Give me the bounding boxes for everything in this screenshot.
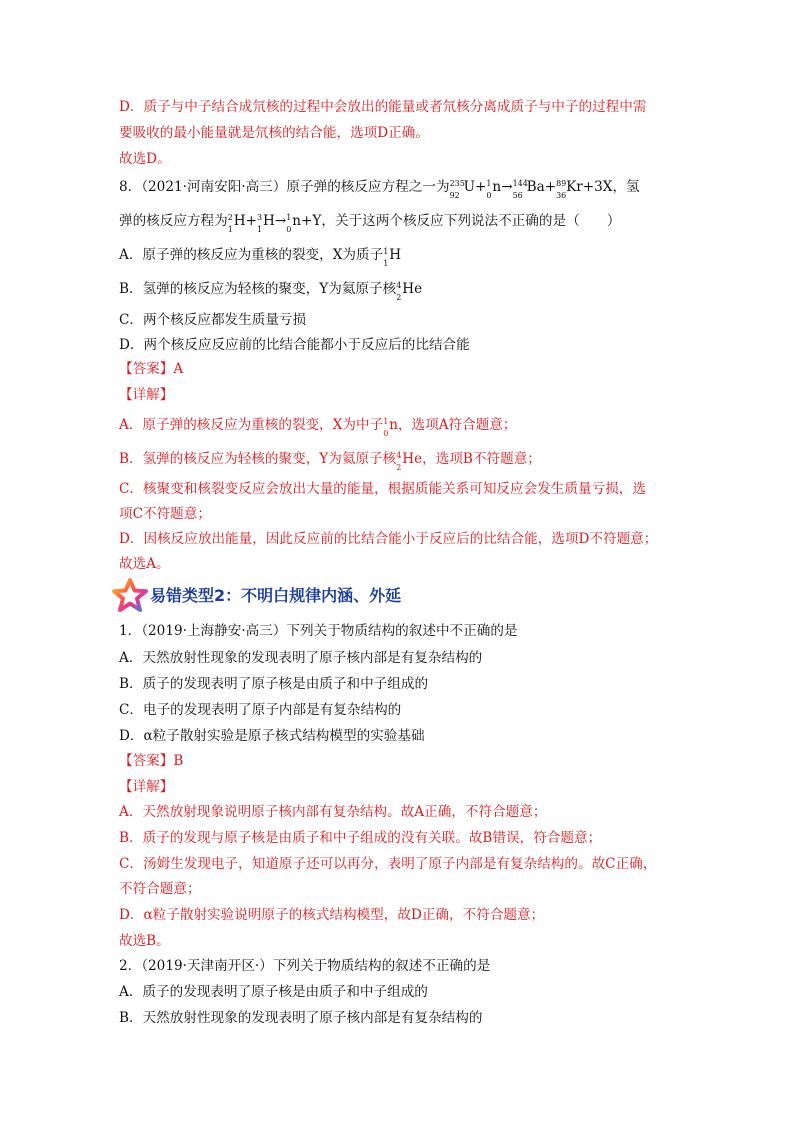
- q8-stem-end: ，氢: [612, 179, 640, 195]
- q8-detail-c-line1: C．核聚变和核裂变反应会放出大量的能量，根据质能关系可知反应会发生质量亏损，选: [119, 481, 646, 497]
- q1-detail-c-line1: C．汤姆生发现电子，知道原子还可以再分，表明了原子内部是有复杂结构的。故C正确，: [119, 856, 657, 872]
- prev-conclusion: 故选D。: [119, 151, 171, 167]
- q8-stem-pre: 8．（2021·河南安阳·高三）原子弹的核反应方程之一为: [119, 179, 450, 195]
- q1-option-a: A．天然放射性现象的发现表明了原子核内部是有复杂结构的: [119, 650, 483, 666]
- q2-stem: 2．（2019·天津南开区·）下列关于物质结构的叙述不正确的是: [119, 958, 491, 974]
- q1-detail-b: B．质子的发现与原子核是由质子和中子组成的没有关联。故B错误，符合题意；: [119, 830, 602, 846]
- q8-fusion-equation: 2 1 H+ 3 1 H→ 1 0 n+Y: [227, 213, 322, 234]
- q8-stem-line1: [119, 178, 640, 200]
- q8-option-a: A．原子弹的核反应为重核的裂变，X为质子 1 1 H: [119, 247, 402, 268]
- prev-detail-d-line2: 要吸收的最小能量就是氘核的结合能，选项D正确。: [119, 125, 429, 141]
- q1-option-d: D．α粒子散射实验是原子核式结构模型的实验基础: [119, 728, 425, 744]
- q1-conclusion: 故选B。: [119, 933, 170, 949]
- q1-detail-c-line2: 不符合题意；: [119, 881, 201, 897]
- q2-option-a: A．质子的发现表明了原子核是由质子和中子组成的: [119, 984, 428, 1000]
- q1-option-c: C．电子的发现表明了原子内部是有复杂结构的: [119, 702, 402, 718]
- q8-option-d: D．两个核反应反应前的比结合能都小于反应后的比结合能: [119, 337, 470, 353]
- q1-detail-a: A．天然放射现象说明原子核内部有复杂结构。故A正确，不符合题意；: [119, 804, 547, 820]
- q2-option-b: B．天然放射性现象的发现表明了原子核内部是有复杂结构的: [119, 1010, 483, 1026]
- q1-answer: 【答案】B: [119, 753, 184, 769]
- q1-stem: 1．（2019·上海静安·高三）下列关于物质结构的叙述中不正确的是: [119, 623, 518, 639]
- prev-detail-d-line1: D．质子与中子结合成氘核的过程中会放出的能量或者氘核分离成质子与中子的过程中需: [119, 99, 647, 115]
- q8-option-b: B．氢弹的核反应为轻核的聚变，Y为氦原子核 4 2 He: [119, 281, 423, 302]
- q8-detail-c-line2: 项C不符题意；: [119, 506, 211, 522]
- q8-answer: 【答案】A: [119, 361, 184, 377]
- q1-detail-d: D．α粒子散射实验说明原子的核式结构模型，故D正确，不符合题意；: [119, 907, 545, 923]
- q8-conclusion: 故选A。: [119, 556, 170, 572]
- q8-detail-a: A．原子弹的核反应为重核的裂变，X为中子 1 0 n，选项A符合题意；: [119, 417, 517, 438]
- q8-detail-b: B．氢弹的核反应为轻核的聚变，Y为氦原子核 4 2 He，选项B不符题意；: [119, 451, 541, 472]
- q8-detail-label: 【详解】: [119, 387, 174, 403]
- q8-detail-d: D．因核反应放出能量，因此反应前的比结合能小于反应后的比结合能，选项D不符题意；: [119, 531, 658, 547]
- q8-fission-equation: 235 92 U+ 1 0 n→ 144 56 Ba+ 89 36 Kr+3X: [449, 179, 613, 200]
- q1-option-b: B．质子的发现表明了原子核是由质子和中子组成的: [119, 676, 429, 692]
- q8-option-c: C．两个核反应都发生质量亏损: [119, 312, 307, 328]
- q8-stem-line2: 弹的核反应方程为 2 1 H+ 3 1 H→ 1 0 n+Y，关于这两个核反应下列说法不正确的是（ ）: [119, 213, 621, 234]
- section-title: 易错类型2：不明白规律内涵、外延: [150, 586, 402, 605]
- q1-detail-label: 【详解】: [119, 779, 174, 795]
- star-icon: [112, 578, 148, 612]
